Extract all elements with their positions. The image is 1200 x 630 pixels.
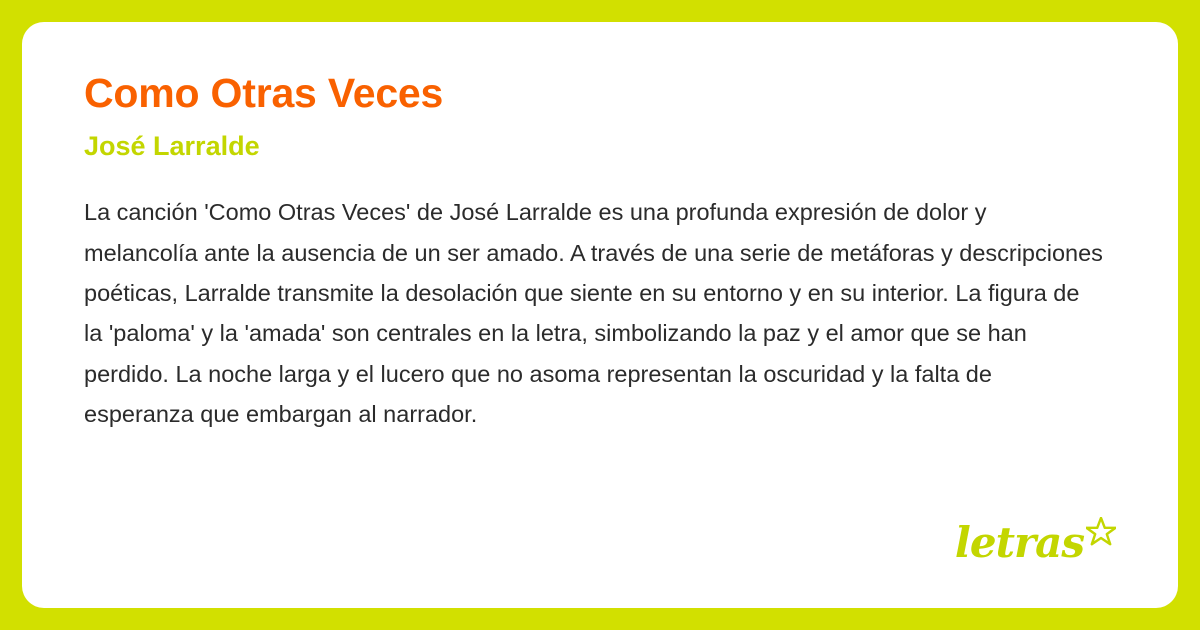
star-icon <box>1086 517 1116 552</box>
letras-logo <box>954 517 1116 567</box>
artist-name: José Larralde <box>84 131 260 162</box>
song-description: La canción 'Como Otras Veces' de José Larralde es una profunda expresión de dolor y melancolía ante la ausencia de un ser amado. A través de una serie de metáforas y descripciones poéticas, Larralde transmite la desolación que siente en su entorno y en su interior. La figura de la 'paloma' y la 'amada' son centrales en la letra, simbolizando la paz y el amor que se han perdido. La noche larga y el lucero que no asoma representan la oscuridad y la falta de esperanza que embargan al narrador. <box>84 199 1103 428</box>
lyrics-summary-card <box>22 22 1178 608</box>
logo-text: letras <box>954 518 1084 567</box>
page-title: Como Otras Veces <box>84 70 444 116</box>
